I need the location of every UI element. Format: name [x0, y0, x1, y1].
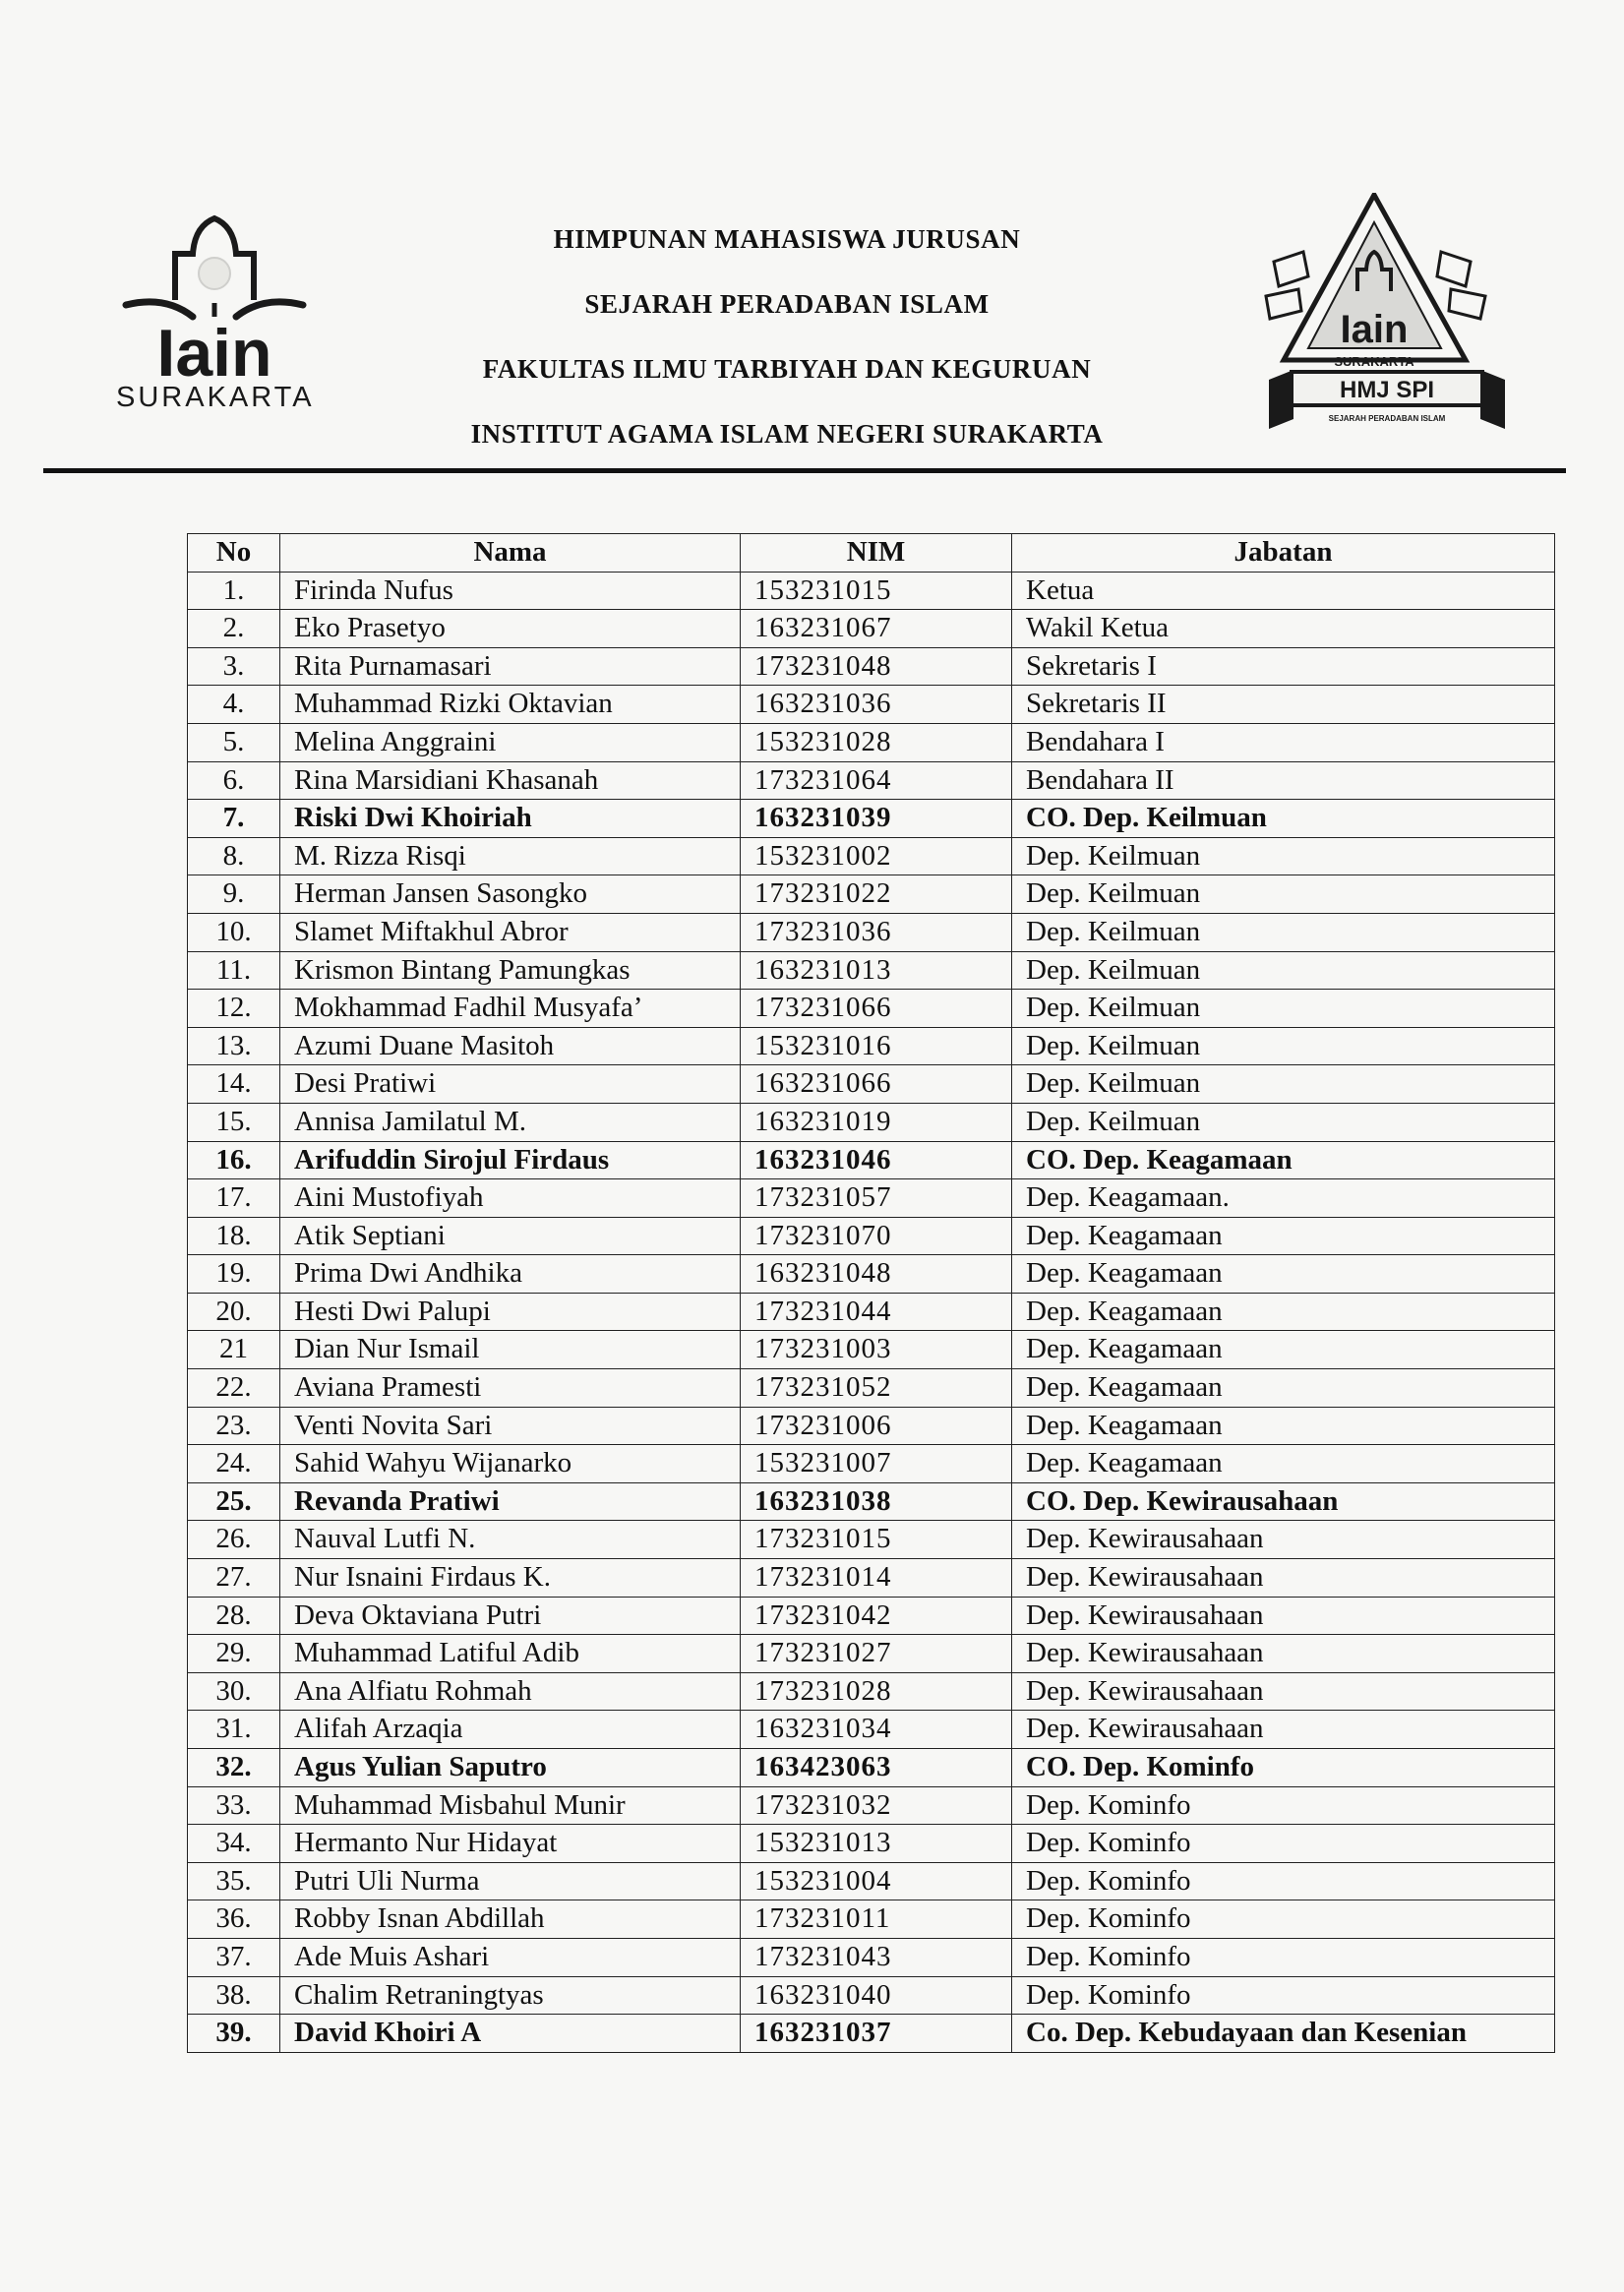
cell-jabatan: Ketua — [1012, 572, 1555, 610]
cell-nim: 173231032 — [741, 1786, 1012, 1825]
table-row — [188, 1482, 1555, 1521]
cell-nama: Nur Isnaini Firdaus K. — [280, 1559, 741, 1598]
table-row — [188, 1103, 1555, 1141]
cell-no: 1. — [188, 572, 280, 610]
cell-nama: Prima Dwi Andhika — [280, 1255, 741, 1294]
cell-jabatan: Dep. Keagamaan — [1012, 1369, 1555, 1408]
table-row — [188, 1331, 1555, 1369]
logo-wordmark-right: Iain — [1340, 308, 1409, 351]
cell-nim: 163231037 — [741, 2015, 1012, 2053]
cell-no: 6. — [188, 761, 280, 800]
cell-nim: 173231052 — [741, 1369, 1012, 1408]
cell-no: 38. — [188, 1976, 280, 2015]
cell-no: 31. — [188, 1711, 280, 1749]
cell-nim: 163231019 — [741, 1103, 1012, 1141]
cell-nama: Aini Mustofiyah — [280, 1179, 741, 1218]
cell-jabatan: Dep. Keagamaan — [1012, 1445, 1555, 1483]
cell-jabatan: CO. Dep. Keilmuan — [1012, 800, 1555, 838]
table-row — [188, 1521, 1555, 1559]
cell-jabatan: Dep. Keilmuan — [1012, 913, 1555, 951]
hmj-spi-logo — [1264, 193, 1510, 439]
cell-no: 19. — [188, 1255, 280, 1294]
cell-nim: 163231038 — [741, 1482, 1012, 1521]
cell-jabatan: Dep. Kewirausahaan — [1012, 1635, 1555, 1673]
table-row — [188, 1179, 1555, 1218]
table-row — [188, 1027, 1555, 1065]
cell-nim: 153231028 — [741, 723, 1012, 761]
cell-nim: 173231022 — [741, 875, 1012, 914]
cell-no: 12. — [188, 990, 280, 1028]
cell-no: 27. — [188, 1559, 280, 1598]
cell-jabatan: CO. Dep. Kewirausahaan — [1012, 1482, 1555, 1521]
cell-nama: Hesti Dwi Palupi — [280, 1293, 741, 1331]
table-row — [188, 1559, 1555, 1598]
cell-jabatan: Sekretaris I — [1012, 647, 1555, 686]
table-row — [188, 686, 1555, 724]
cell-jabatan: Dep. Keagamaan. — [1012, 1179, 1555, 1218]
cell-nim: 163231046 — [741, 1141, 1012, 1179]
table-row — [188, 875, 1555, 914]
cell-nama: Mokhammad Fadhil Musyafa’ — [280, 990, 741, 1028]
table-row — [188, 1217, 1555, 1255]
cell-nama: David Khoiri A — [280, 2015, 741, 2053]
cell-jabatan: Bendahara II — [1012, 761, 1555, 800]
cell-no: 23. — [188, 1407, 280, 1445]
cell-nama: Dian Nur Ismail — [280, 1331, 741, 1369]
cell-jabatan: Dep. Keagamaan — [1012, 1255, 1555, 1294]
cell-nama: Azumi Duane Masitoh — [280, 1027, 741, 1065]
cell-nim: 153231002 — [741, 837, 1012, 875]
cell-jabatan: CO. Dep. Kominfo — [1012, 1749, 1555, 1787]
logo-city-right: SURAKARTA — [1334, 354, 1414, 369]
cell-no: 10. — [188, 913, 280, 951]
table-row — [188, 800, 1555, 838]
cell-no: 22. — [188, 1369, 280, 1408]
cell-nama: Ana Alfiatu Rohmah — [280, 1672, 741, 1711]
cell-nama: Annisa Jamilatul M. — [280, 1103, 741, 1141]
cell-jabatan: Dep. Kewirausahaan — [1012, 1672, 1555, 1711]
cell-nama: Slamet Miftakhul Abror — [280, 913, 741, 951]
cell-nim: 173231043 — [741, 1938, 1012, 1976]
cell-jabatan: Dep. Kominfo — [1012, 1938, 1555, 1976]
table-row — [188, 951, 1555, 990]
table-row — [188, 1672, 1555, 1711]
cell-jabatan: Dep. Keagamaan — [1012, 1293, 1555, 1331]
table-row — [188, 1749, 1555, 1787]
cell-nama: Rina Marsidiani Khasanah — [280, 761, 741, 800]
table-row — [188, 610, 1555, 648]
cell-nim: 173231036 — [741, 913, 1012, 951]
cell-nim: 163231048 — [741, 1255, 1012, 1294]
cell-jabatan: Bendahara I — [1012, 723, 1555, 761]
cell-no: 28. — [188, 1597, 280, 1635]
cell-jabatan: Dep. Keagamaan — [1012, 1407, 1555, 1445]
cell-nama: Muhammad Rizki Oktavian — [280, 686, 741, 724]
cell-jabatan: Dep. Keilmuan — [1012, 1027, 1555, 1065]
cell-nim: 153231015 — [741, 572, 1012, 610]
cell-nama: Krismon Bintang Pamungkas — [280, 951, 741, 990]
cell-nama: Putri Uli Nurma — [280, 1862, 741, 1900]
cell-nim: 173231048 — [741, 647, 1012, 686]
table-row — [188, 647, 1555, 686]
table-row — [188, 1445, 1555, 1483]
cell-no: 34. — [188, 1825, 280, 1863]
table-row — [188, 1862, 1555, 1900]
cell-nama: Nauval Lutfi N. — [280, 1521, 741, 1559]
header-line-1: HIMPUNAN MAHASISWA JURUSAN — [553, 224, 1021, 254]
cell-nim: 163231066 — [741, 1065, 1012, 1104]
cell-jabatan: Dep. Kominfo — [1012, 1900, 1555, 1939]
cell-no: 9. — [188, 875, 280, 914]
table-row — [188, 723, 1555, 761]
cell-nim: 153231013 — [741, 1825, 1012, 1863]
table-row — [188, 1976, 1555, 2015]
cell-no: 25. — [188, 1482, 280, 1521]
table-header-row — [188, 534, 1555, 573]
iain-emblem-icon — [116, 207, 313, 384]
cell-nama: Agus Yulian Saputro — [280, 1749, 741, 1787]
cell-nama: Deva Oktaviana Putri — [280, 1597, 741, 1635]
cell-jabatan: Sekretaris II — [1012, 686, 1555, 724]
cell-no: 39. — [188, 2015, 280, 2053]
header-line-3: FAKULTAS ILMU TARBIYAH DAN KEGURUAN — [482, 354, 1092, 384]
cell-nama: Firinda Nufus — [280, 572, 741, 610]
cell-nim: 173231011 — [741, 1900, 1012, 1939]
cell-nama: Alifah Arzaqia — [280, 1711, 741, 1749]
cell-nim: 173231006 — [741, 1407, 1012, 1445]
table-row — [188, 1938, 1555, 1976]
cell-nim: 173231057 — [741, 1179, 1012, 1218]
cell-nama: Muhammad Misbahul Munir — [280, 1786, 741, 1825]
cell-nim: 163231039 — [741, 800, 1012, 838]
member-table — [187, 533, 1555, 2053]
cell-nim: 173231070 — [741, 1217, 1012, 1255]
cell-jabatan: Dep. Kewirausahaan — [1012, 1559, 1555, 1598]
cell-no: 36. — [188, 1900, 280, 1939]
cell-no: 8. — [188, 837, 280, 875]
logo-city-left: SURAKARTA — [116, 382, 315, 413]
iain-logo-left — [116, 207, 313, 452]
cell-jabatan: Wakil Ketua — [1012, 610, 1555, 648]
cell-no: 17. — [188, 1179, 280, 1218]
table-row — [188, 1900, 1555, 1939]
table-row — [188, 572, 1555, 610]
cell-no: 20. — [188, 1293, 280, 1331]
member-table-body — [188, 572, 1555, 2052]
cell-nama: Arifuddin Sirojul Firdaus — [280, 1141, 741, 1179]
cell-no: 13. — [188, 1027, 280, 1065]
table-row — [188, 1825, 1555, 1863]
logo-banner-text: HMJ SPI — [1339, 377, 1435, 403]
header-line-2: SEJARAH PERADABAN ISLAM — [584, 289, 990, 319]
table-row — [188, 761, 1555, 800]
cell-jabatan: Dep. Keilmuan — [1012, 837, 1555, 875]
table-row — [188, 837, 1555, 875]
cell-jabatan: Dep. Keilmuan — [1012, 951, 1555, 990]
cell-nim: 173231015 — [741, 1521, 1012, 1559]
cell-jabatan: Dep. Kewirausahaan — [1012, 1597, 1555, 1635]
table-row — [188, 1369, 1555, 1408]
table-row — [188, 1293, 1555, 1331]
table-row — [188, 1407, 1555, 1445]
cell-nama: Herman Jansen Sasongko — [280, 875, 741, 914]
table-row — [188, 1597, 1555, 1635]
cell-nama: Rita Purnamasari — [280, 647, 741, 686]
cell-no: 5. — [188, 723, 280, 761]
cell-nim: 163231040 — [741, 1976, 1012, 2015]
cell-nama: Riski Dwi Khoiriah — [280, 800, 741, 838]
cell-no: 32. — [188, 1749, 280, 1787]
hmj-spi-emblem-icon — [1264, 193, 1510, 439]
cell-no: 14. — [188, 1065, 280, 1104]
cell-no: 3. — [188, 647, 280, 686]
cell-nim: 163231013 — [741, 951, 1012, 990]
cell-jabatan: Dep. Kominfo — [1012, 1825, 1555, 1863]
table-row — [188, 2015, 1555, 2053]
cell-jabatan: Dep. Kominfo — [1012, 1786, 1555, 1825]
cell-no: 37. — [188, 1938, 280, 1976]
cell-nim: 173231064 — [741, 761, 1012, 800]
cell-jabatan: Dep. Kewirausahaan — [1012, 1711, 1555, 1749]
cell-nama: Chalim Retraningtyas — [280, 1976, 741, 2015]
cell-jabatan: CO. Dep. Keagamaan — [1012, 1141, 1555, 1179]
cell-no: 21 — [188, 1331, 280, 1369]
cell-jabatan: Dep. Kominfo — [1012, 1862, 1555, 1900]
table-row — [188, 1711, 1555, 1749]
cell-nim: 173231027 — [741, 1635, 1012, 1673]
cell-no: 7. — [188, 800, 280, 838]
cell-nim: 163423063 — [741, 1749, 1012, 1787]
cell-jabatan: Dep. Kominfo — [1012, 1976, 1555, 2015]
cell-nama: Eko Prasetyo — [280, 610, 741, 648]
table-row — [188, 990, 1555, 1028]
cell-jabatan: Dep. Keilmuan — [1012, 1103, 1555, 1141]
cell-jabatan: Dep. Keilmuan — [1012, 990, 1555, 1028]
cell-no: 30. — [188, 1672, 280, 1711]
cell-nim: 153231004 — [741, 1862, 1012, 1900]
table-row — [188, 1255, 1555, 1294]
cell-nim: 173231042 — [741, 1597, 1012, 1635]
column-header-nim: NIM — [741, 534, 1012, 573]
cell-nama: Hermanto Nur Hidayat — [280, 1825, 741, 1863]
cell-nama: Sahid Wahyu Wijanarko — [280, 1445, 741, 1483]
cell-nim: 153231016 — [741, 1027, 1012, 1065]
cell-nim: 173231014 — [741, 1559, 1012, 1598]
logo-subtitle-text: SEJARAH PERADABAN ISLAM — [1328, 414, 1446, 423]
column-header-no: No — [188, 534, 280, 573]
cell-nim: 173231003 — [741, 1331, 1012, 1369]
cell-nama: Melina Anggraini — [280, 723, 741, 761]
cell-nama: Aviana Pramesti — [280, 1369, 741, 1408]
cell-no: 4. — [188, 686, 280, 724]
cell-no: 35. — [188, 1862, 280, 1900]
cell-nama: Atik Septiani — [280, 1217, 741, 1255]
header-line-4: INSTITUT AGAMA ISLAM NEGERI SURAKARTA — [470, 419, 1104, 449]
column-header-jabatan: Jabatan — [1012, 534, 1555, 573]
cell-no: 15. — [188, 1103, 280, 1141]
cell-jabatan: Co. Dep. Kebudayaan dan Kesenian — [1012, 2015, 1555, 2053]
cell-jabatan: Dep. Keagamaan — [1012, 1331, 1555, 1369]
table-row — [188, 913, 1555, 951]
cell-no: 24. — [188, 1445, 280, 1483]
table-row — [188, 1786, 1555, 1825]
logo-wordmark-left: Iain — [156, 316, 272, 384]
cell-no: 29. — [188, 1635, 280, 1673]
cell-no: 11. — [188, 951, 280, 990]
cell-no: 33. — [188, 1786, 280, 1825]
cell-no: 26. — [188, 1521, 280, 1559]
table-row — [188, 1065, 1555, 1104]
table-row — [188, 1141, 1555, 1179]
cell-nim: 173231044 — [741, 1293, 1012, 1331]
institution-header — [354, 207, 1220, 466]
cell-nama: Robby Isnan Abdillah — [280, 1900, 741, 1939]
cell-nama: M. Rizza Risqi — [280, 837, 741, 875]
cell-no: 16. — [188, 1141, 280, 1179]
cell-jabatan: Dep. Keilmuan — [1012, 875, 1555, 914]
column-header-nama: Nama — [280, 534, 741, 573]
cell-no: 18. — [188, 1217, 280, 1255]
cell-nim: 163231067 — [741, 610, 1012, 648]
cell-nama: Venti Novita Sari — [280, 1407, 741, 1445]
header-divider — [43, 468, 1566, 473]
cell-nama: Desi Pratiwi — [280, 1065, 741, 1104]
cell-jabatan: Dep. Keilmuan — [1012, 1065, 1555, 1104]
cell-nama: Revanda Pratiwi — [280, 1482, 741, 1521]
cell-nim: 163231036 — [741, 686, 1012, 724]
cell-jabatan: Dep. Keagamaan — [1012, 1217, 1555, 1255]
cell-nama: Ade Muis Ashari — [280, 1938, 741, 1976]
cell-nim: 153231007 — [741, 1445, 1012, 1483]
cell-nim: 173231028 — [741, 1672, 1012, 1711]
cell-jabatan: Dep. Kewirausahaan — [1012, 1521, 1555, 1559]
cell-nama: Muhammad Latiful Adib — [280, 1635, 741, 1673]
cell-nim: 173231066 — [741, 990, 1012, 1028]
cell-nim: 163231034 — [741, 1711, 1012, 1749]
cell-no: 2. — [188, 610, 280, 648]
table-row — [188, 1635, 1555, 1673]
